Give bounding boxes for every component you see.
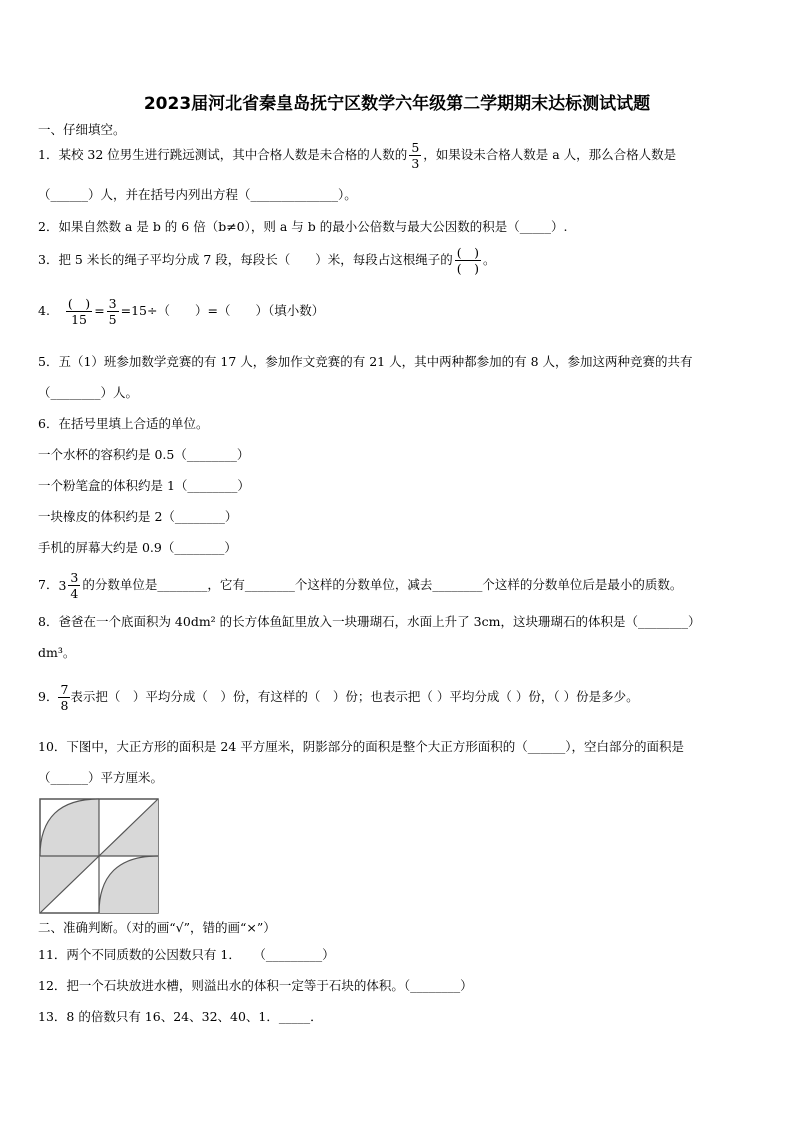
question-6-item-1: 一个水杯的容积约是 0.5（________） xyxy=(38,447,250,462)
square-figure xyxy=(39,798,159,914)
question-10-cont: （______）平方厘米。 xyxy=(38,770,164,785)
question-6-item-3: 一块橡皮的体积约是 2（________） xyxy=(38,509,238,524)
q4-fraction-2: $\frac{3}{5}$ xyxy=(108,296,117,327)
question-10: 10．下图中，大正方形的面积是 24 平方厘米，阴影部分的面积是整个大正方形面积的（______），空白部分的面积是 xyxy=(38,739,685,754)
section-1-heading: 一、仔细填空。 xyxy=(38,122,126,137)
q7-text-b: 的分数单位是________，它有________个这样的分数单位，减去________个这样的分数单位后是最小的质数。 xyxy=(82,577,683,592)
question-9 xyxy=(38,682,639,713)
q1-text-b: ，如果设未合格人数是 a 人，那么合格人数是 xyxy=(423,147,677,162)
question-8-cont: dm³。 xyxy=(38,645,76,660)
question-6-item-4: 手机的屏幕大约是 0.9（________） xyxy=(38,540,237,555)
question-1 xyxy=(38,140,676,171)
q3-fraction: $\frac{( )}{( )}$ xyxy=(456,245,480,276)
q4-equals: = xyxy=(94,303,105,318)
q4-text-b: =15÷（ ）=（ ）（填小数） xyxy=(120,303,325,318)
question-6-item-2: 一个粉笔盒的体积约是 1（________） xyxy=(38,478,250,493)
question-13: 13．8 的倍数只有 16、24、32、40、1．_____． xyxy=(38,1009,323,1024)
q9-number: 9． xyxy=(38,689,59,704)
question-3 xyxy=(38,245,496,276)
page-title: 2023届河北省秦皇岛抚宁区数学六年级第二学期期末达标测试试题 xyxy=(143,94,651,114)
q7-mixed-integer: 3 xyxy=(58,577,67,593)
q3-text-b: 。 xyxy=(483,252,496,267)
q7-fraction: $\frac{3}{4}$ xyxy=(70,570,79,601)
question-5: 5．五（1）班参加数学竞赛的有 17 人，参加作文竞赛的有 21 人，其中两种都参加的有 8 人，参加这两种竞赛的共有 xyxy=(38,354,693,369)
question-7 xyxy=(38,570,682,601)
question-8: 8．爸爸在一个底面积为 40dm² 的长方体鱼缸里放入一块珊瑚石，水面上升了 3cm，这块珊瑚石的体积是（________） xyxy=(38,614,701,629)
question-2: 2．如果自然数 a 是 b 的 6 倍（b≠0），则 a 与 b 的最小公倍数与最大公因数的积是（_____）. xyxy=(38,219,568,234)
q3-text-a: 3．把 5 米长的绳子平均分成 7 段，每段长（ ）米，每段占这根绳子的 xyxy=(38,252,453,267)
question-12: 12．把一个石块放进水槽，则溢出水的体积一定等于石块的体积。（________） xyxy=(38,978,473,993)
q9-text-b: 表示把（ ）平均分成（ ）份，有这样的（ ）份；也表示把（ ）平均分成（ ）份，（ ）份是多少。 xyxy=(70,689,639,704)
question-6: 6．在括号里填上合适的单位。 xyxy=(38,416,209,431)
question-4 xyxy=(38,296,324,327)
q4-fraction-1: $\frac{( )}{15}$ xyxy=(67,296,91,327)
q7-number: 7． xyxy=(38,577,59,592)
question-1-cont: （______）人，并在括号内列出方程（______________）。 xyxy=(38,187,357,202)
section-2-heading: 二、准确判断。（对的画“√”，错的画“×”） xyxy=(38,920,276,935)
q1-text-a: 1．某校 32 位男生进行跳远测试，其中合格人数是未合格的人数的 xyxy=(38,147,408,162)
q4-number: 4. xyxy=(38,303,50,318)
question-5-cont: （________）人。 xyxy=(38,385,139,400)
q1-fraction: $\frac{5}{3}$ xyxy=(411,140,420,171)
q9-fraction: $\frac{7}{8}$ xyxy=(60,682,69,713)
question-11: 11．两个不同质数的公因数只有 1． （_________） xyxy=(38,947,335,962)
